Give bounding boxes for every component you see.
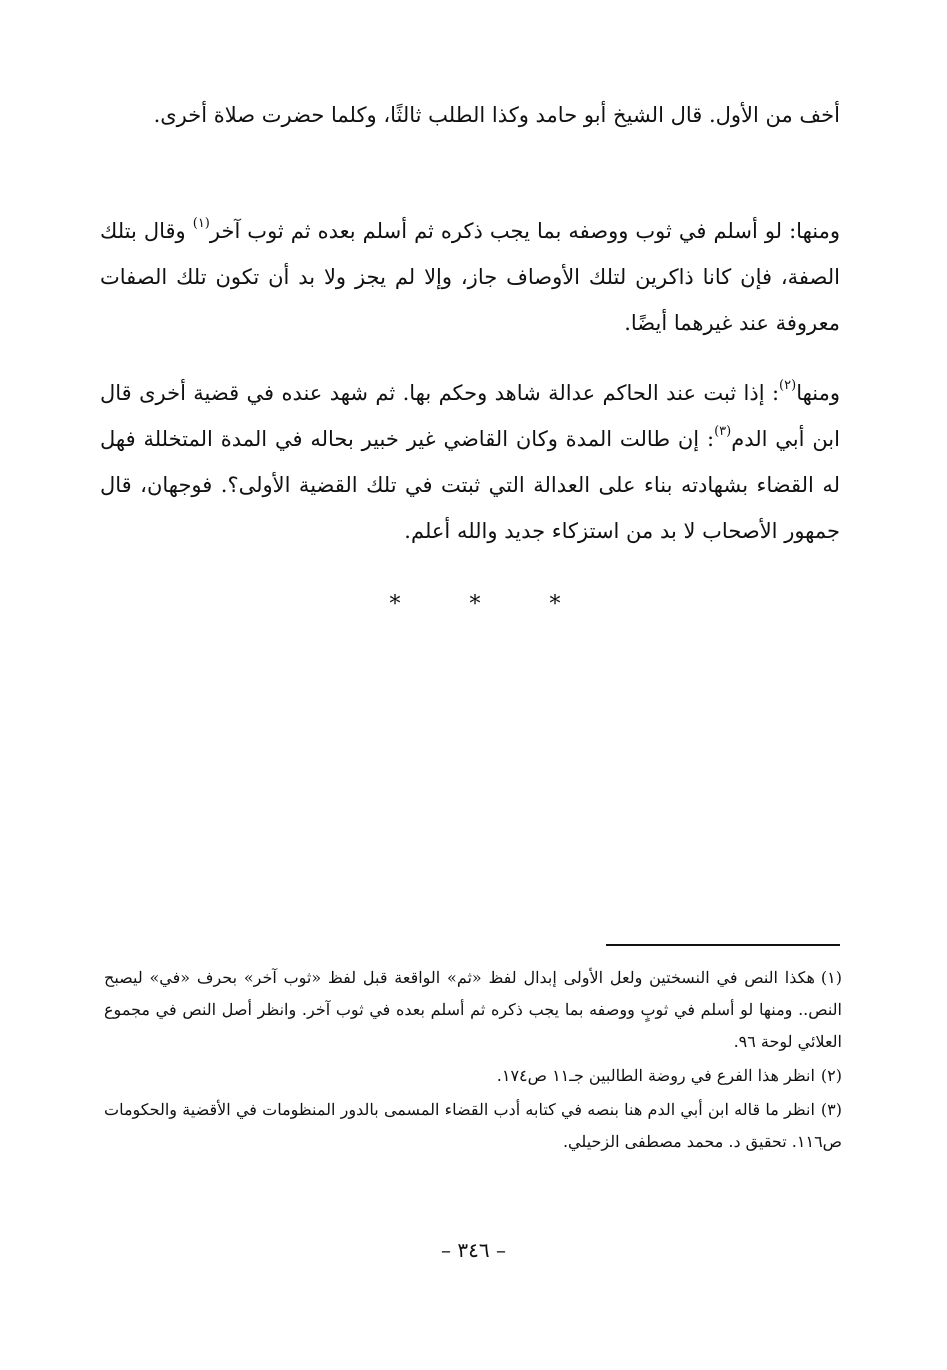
section-separator [380,592,570,617]
footnote-text: انظر ما قاله ابن أبي الدم هنا بنصه في كتابه أدب القضاء المسمى بالدور المنظومات في الأقضية والحكومات ص١١٦. تحقيق د. محمد مصطفى الزحيلي. [104,1100,842,1151]
paragraph-3 [100,370,840,554]
paragraph-3-text [100,370,840,554]
footnote-1 [104,962,842,1058]
paragraph-2 [100,208,840,346]
separator-star: * [469,592,481,617]
paragraph-2-part-b: وقال بتلك الصفة، فإن كانا ذاكرين لتلك الأوصاف جاز، وإلا لم يجز ولا بد أن تكون تلك الصفات معروفة عند غيرهما أيضًا. [100,219,840,335]
separator-star: * [389,592,401,617]
footnotes [104,962,842,1160]
footnote-ref-3: (٣) [714,424,732,439]
footnote-number: (٢) [820,1066,842,1085]
separator-star: * [549,592,561,617]
paragraph-3-part-c: : إن طالت المدة وكان القاضي غير خبير بحاله في المدة المتخللة فهل له القضاء بشهادته بناء على العدالة التي ثبتت في تلك القضية الأولى؟. فوجهان، قال جمهور الأصحاب لا بد من استزكاء جديد والله أعلم. [100,427,840,543]
paragraph-3-part-b: : إذا ثبت عند الحاكم عدالة شاهد وحكم بها. ثم شهد عنده في قضية أخرى قال ابن أبي الدم [100,381,840,451]
paragraph-2-part-a: ومنها: لو أسلم في ثوب ووصفه بما يجب ذكره ثم أسلم بعده ثم ثوب آخر [209,219,840,243]
footnote-2 [104,1060,842,1092]
paragraph-1-text: أخف من الأول. قال الشيخ أبو حامد وكذا الطلب ثالثًا، وكلما حضرت صلاة أخرى. [153,103,840,127]
footnote-divider [606,944,840,946]
paragraph-1 [100,92,840,138]
footnote-text: انظر هذا الفرع في روضة الطالبين جـ١١ ص١٧٤. [496,1066,815,1085]
paragraph-2-text [100,208,840,346]
footnote-number: (١) [820,968,842,987]
footnote-number: (٣) [820,1100,842,1119]
footnote-3 [104,1094,842,1158]
footnote-ref-2: (٢) [779,378,797,393]
paragraph-3-part-a: ومنها [796,381,840,405]
page-number: – ٣٤٦ – [441,1238,506,1262]
footnote-ref-1: (١) [192,216,210,231]
footnote-text: هكذا النص في النسختين ولعل الأولى إبدال لفظ «ثم» الواقعة قبل لفظ «ثوب آخر» بحرف «في» ليصبح النص.. ومنها لو أسلم في ثوبٍ ووصفه بما يجب ذكره ثم أسلم بعده في ثوب آخر. وانظر أصل النص في مجموع العلائي لوحة ٩٦. [104,968,842,1051]
